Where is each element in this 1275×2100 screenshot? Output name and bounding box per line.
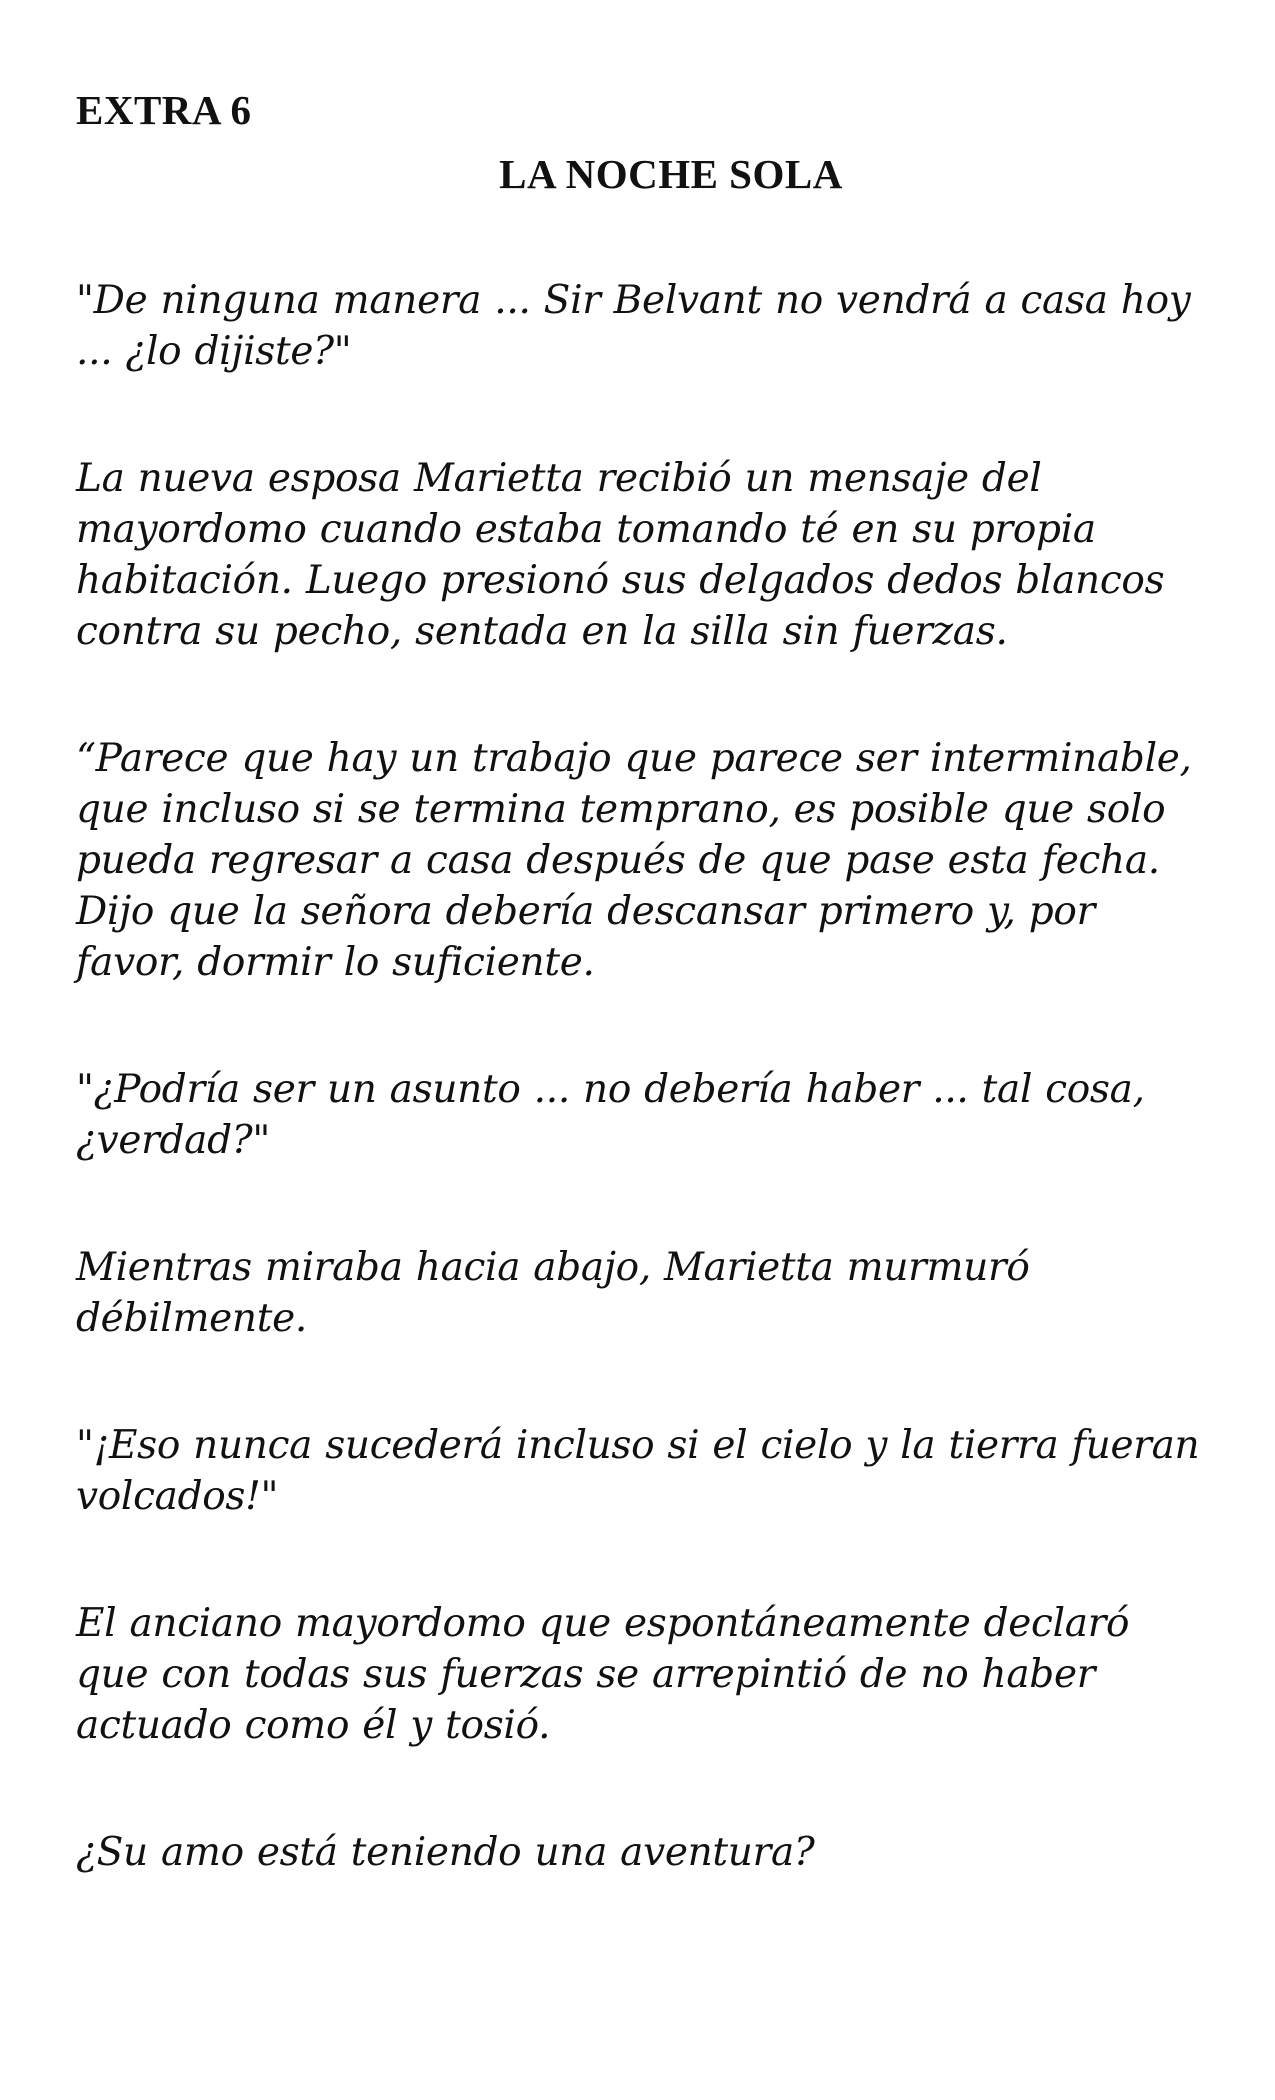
document-body <box>76 275 1206 1954</box>
paragraph: ¿Su amo está teniendo una aventura? <box>76 1830 815 1875</box>
paragraph: “Parece que hay un trabajo que parece ser interminable, que incluso si se termina temprano, es posible que solo pueda regresar a casa después de que pase esta fecha. Dijo que la señora debería descansar primero y, por favor, dormir lo suficiente. <box>76 736 1192 985</box>
paragraph: El anciano mayordomo que espontáneamente declaró que con todas sus fuerzas se arrepintió de no haber actuado como él y tosió. <box>76 1601 1130 1748</box>
paragraph: La nueva esposa Marietta recibió un mensaje del mayordomo cuando estaba tomando té en su propia habitación. Luego presionó sus delgados dedos blancos contra su pecho, sentada en la silla sin fuerzas. <box>76 456 1165 654</box>
paragraph: "¡Eso nunca sucederá incluso si el cielo y la tierra fueran volcados!" <box>76 1423 1200 1519</box>
paragraph: Mientras miraba hacia abajo, Marietta murmuró débilmente. <box>76 1245 1030 1341</box>
chapter-title: LA NOCHE SOLA <box>499 151 843 197</box>
paragraph: "¿Podría ser un asunto ... no debería haber ... tal cosa, ¿verdad?" <box>76 1067 1145 1163</box>
chapter-label: EXTRA 6 <box>76 87 252 133</box>
document-page <box>76 0 1206 2100</box>
paragraph: "De ninguna manera ... Sir Belvant no vendrá a casa hoy ... ¿lo dijiste?" <box>76 278 1191 374</box>
